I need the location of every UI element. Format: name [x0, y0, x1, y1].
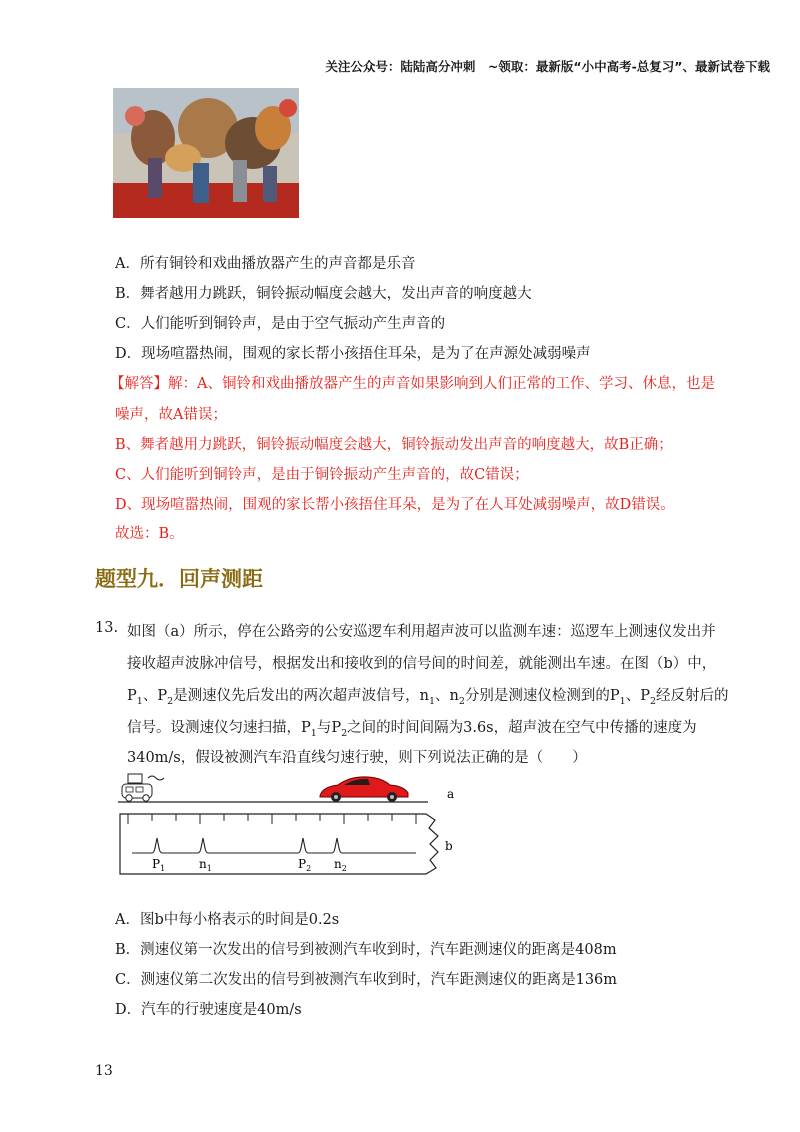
- police-van-icon: [122, 774, 164, 801]
- label-b: b: [445, 839, 453, 853]
- page-number: 13: [95, 1063, 113, 1079]
- q12-option-d: D．现场喧嚣热闹，围观的家长帮小孩捂住耳朵，是为了在声源处减弱噪声: [115, 346, 591, 362]
- section-title: 题型九．回声测距: [95, 567, 263, 591]
- q13-stem-line: 信号。设测速仪匀速扫描，$P_1$与$P_2$之间的时间间隔为3.6s，超声波在空气中传播的速度为: [127, 720, 697, 739]
- pulse-label-p1: $P_1$: [152, 857, 166, 873]
- q12-answer-line: 【解答】解：A、铜铃和戏曲播放器产生的声音如果影响到人们正常的工作、学习、休息，也是: [110, 376, 715, 392]
- tape-frame: [120, 814, 438, 874]
- echo-figure: [108, 768, 488, 888]
- q12-option-b: B．舞者越用力跳跃，铜铃振动幅度会越大，发出声音的响度越大: [115, 286, 532, 302]
- page-header: 关注公众号：陆陆高分冲刺 ~领取：最新版“小中高考-总复习”、最新试卷下载: [325, 59, 770, 74]
- q13-stem-line: 接收超声波脉冲信号，根据发出和接收到的信号间的时间差，就能测出车速。在图（b）中，: [127, 656, 717, 672]
- q12-option-a: A．所有铜铃和戏曲播放器产生的声音都是乐音: [115, 256, 416, 272]
- q12-answer-line: 噪声，故A错误；: [115, 407, 227, 423]
- q12-answer-line: D、现场喧嚣热闹，围观的家长帮小孩捂住耳朵，是为了在人耳处减弱噪声，故D错误。: [115, 497, 675, 513]
- q12-answer-line: C、人们能听到铜铃声，是由于铜铃振动产生声音的，故C错误；: [115, 467, 529, 483]
- pulse-label-p2: $P_2$: [298, 857, 312, 873]
- q13-option-d: D．汽车的行驶速度是40m/s: [115, 1002, 302, 1018]
- red-car-icon: [320, 777, 408, 802]
- pulse-label-n1: $n_1$: [199, 857, 212, 873]
- q13-option-c: C．测速仪第二次发出的信号到被测汽车收到时，汽车距测速仪的距离是136m: [115, 972, 618, 988]
- q13-option-b: B．测速仪第一次发出的信号到被测汽车收到时，汽车距测速仪的距离是408m: [115, 942, 617, 958]
- q12-answer-line: B、舞者越用力跳跃，铜铃振动幅度会越大，铜铃振动发出声音的响度越大，故B正确；: [115, 437, 673, 453]
- q13-option-a: A．图b中每小格表示的时间是0.2s: [115, 912, 340, 928]
- q13-stem-line: $P_1$、$P_2$是测速仪先后发出的两次超声波信号，$n_1$、$n_2$分别是测速仪检测到的$P_1$、$P_2$经反射后的: [127, 688, 729, 707]
- question-number: 13.: [95, 620, 119, 636]
- q13-stem-line: 340m/s，假设被测汽车沿直线匀速行驶，则下列说法正确的是（ ）: [127, 750, 587, 766]
- q12-answer-line: 故选：B。: [115, 526, 184, 542]
- q13-stem-line: 如图（a）所示，停在公路旁的公安巡逻车利用超声波可以监测车速：巡逻车上测速仪发出并: [127, 624, 716, 640]
- label-a: a: [447, 787, 455, 801]
- q12-option-c: C．人们能听到铜铃声，是由于空气振动产生声音的: [115, 316, 446, 332]
- pulse-label-n2: $n_2$: [334, 857, 347, 873]
- dancers-photo-icon: [113, 88, 299, 218]
